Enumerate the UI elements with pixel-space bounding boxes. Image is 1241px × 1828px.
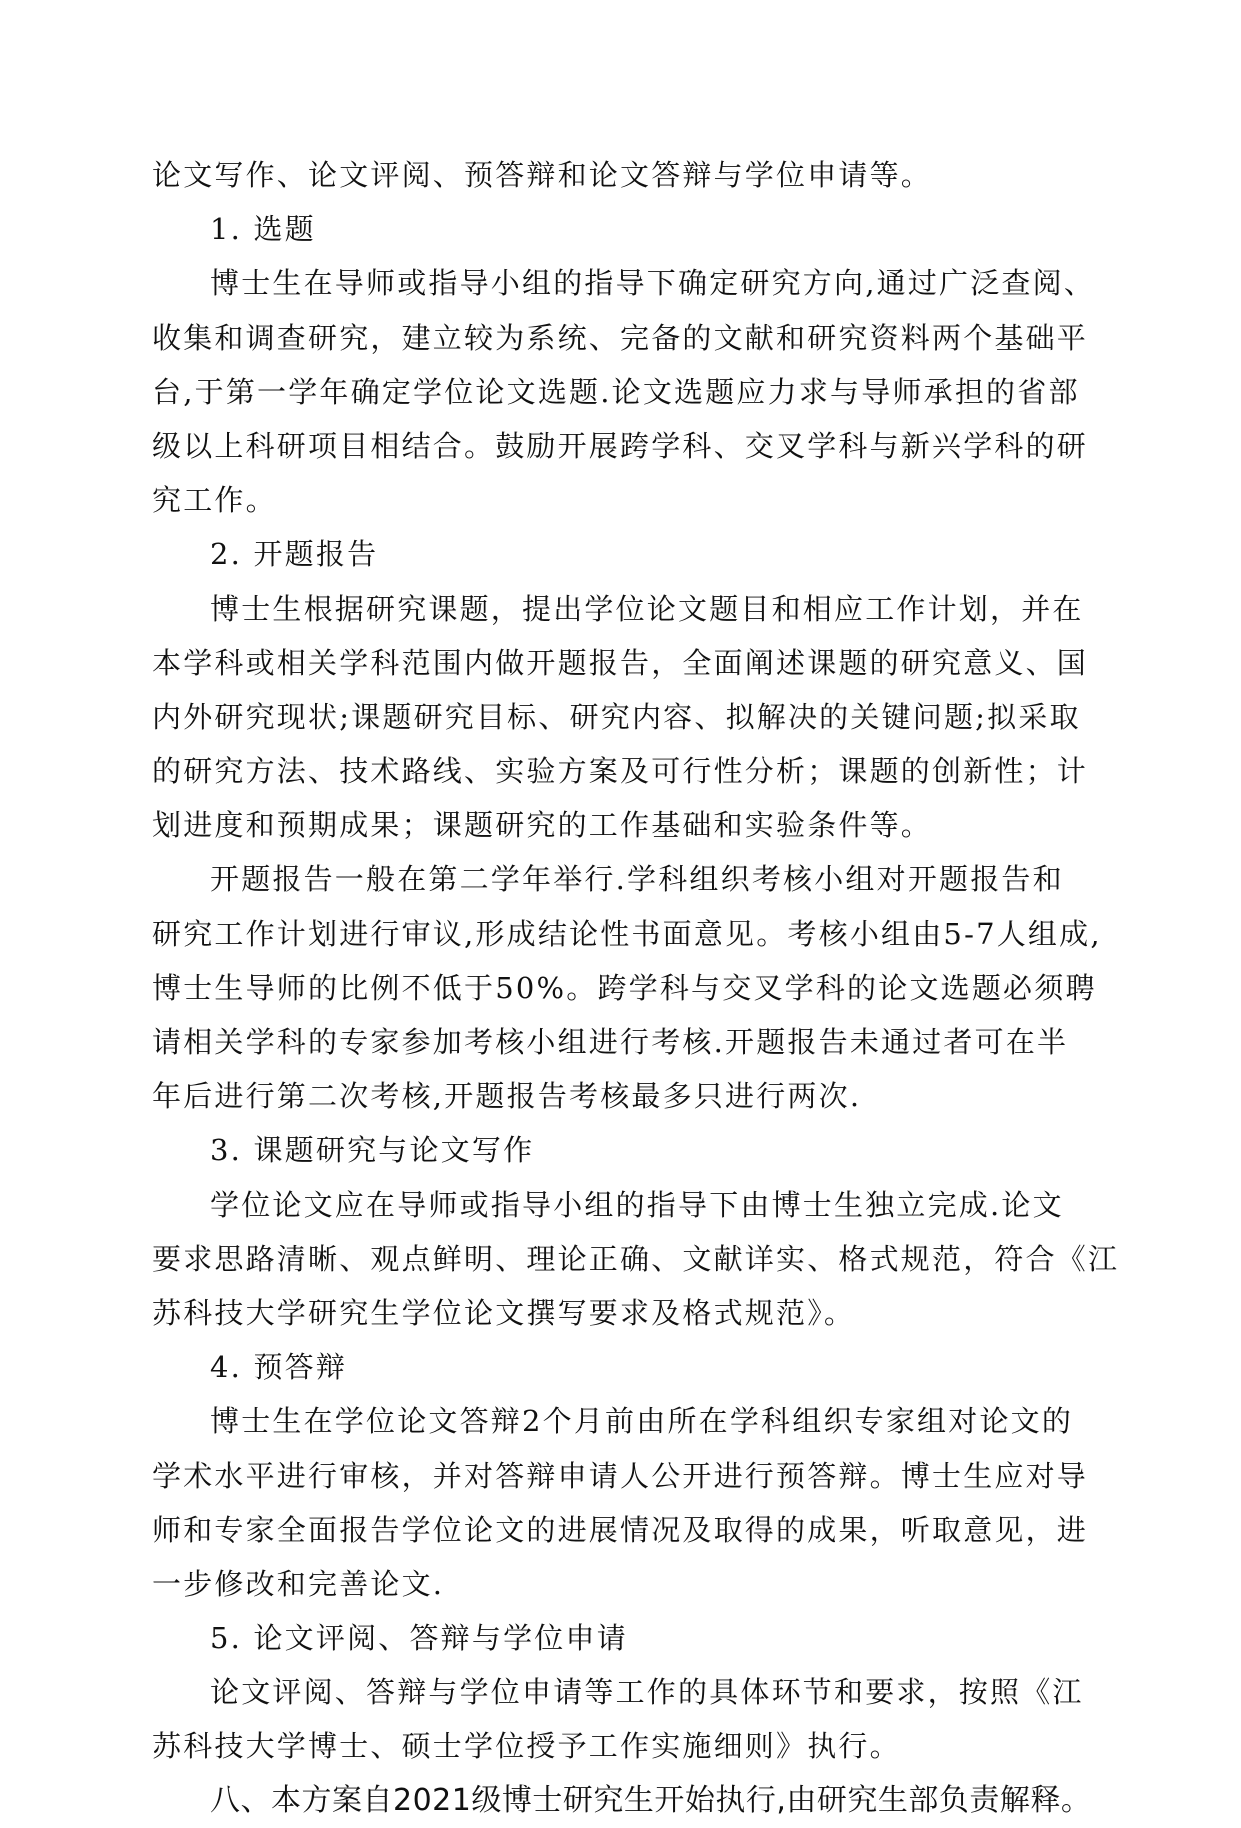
paragraph-line: 本学科或相关学科范围内做开题报告，全面阐述课题的研究意义、国 [152,645,1089,680]
paragraph-line: 学术水平进行审核，并对答辩申请人公开进行预答辩。博士生应对导 [152,1458,1089,1493]
paragraph-line: 划进度和预期成果；课题研究的工作基础和实验条件等。 [152,808,933,843]
paragraph-line: 一步修改和完善论文. [152,1566,445,1601]
paragraph-line: 博士生根据研究课题，提出学位论文题目和相应工作计划，并在 [210,591,1084,626]
paragraph-line: 学位论文应在导师或指导小组的指导下由博士生独立完成.论文 [210,1187,1064,1222]
paragraph-line: 论文评阅、答辩与学位申请等工作的具体环节和要求，按照《江 [210,1675,1084,1710]
section-heading-2: 2. 开题报告 [210,537,379,572]
paragraph-line: 博士生在导师或指导小组的指导下确定研究方向,通过广泛查阅、 [210,266,1096,301]
paragraph-line: 苏科技大学研究生学位论文撰写要求及格式规范》。 [152,1295,856,1330]
paragraph-line: 研究工作计划进行审议,形成结论性书面意见。考核小组由5-7人组成, [152,916,1102,951]
paragraph-continuation: 论文写作、论文评阅、预答辩和论文答辩与学位申请等。 [152,158,933,192]
section-heading-1: 1. 选题 [210,212,316,247]
paragraph-line: 博士生导师的比例不低于50%。跨学科与交叉学科的论文选题必须聘 [152,970,1097,1005]
paragraph-line: 台,于第一学年确定学位论文选题.论文选题应力求与导师承担的省部 [152,374,1080,409]
document-body [152,148,1120,1828]
paragraph-line: 要求思路清晰、观点鲜明、理论正确、文献详实、格式规范，符合《江 [152,1241,1120,1276]
paragraph-line: 师和专家全面报告学位论文的进展情况及取得的成果，听取意见，进 [152,1512,1089,1547]
paragraph-line: 请相关学科的专家参加考核小组进行考核.开题报告未通过者可在半 [152,1025,1069,1059]
paragraph-line: 年后进行第二次考核,开题报告考核最多只进行两次. [152,1079,862,1114]
paragraph-line: 内外研究现状;课题研究目标、研究内容、拟解决的关键问题;拟采取 [152,699,1081,734]
section-heading-3: 3. 课题研究与论文写作 [210,1133,535,1168]
paragraph-line: 苏科技大学博士、硕士学位授予工作实施细则》执行。 [152,1729,901,1764]
paragraph-line: 开题报告一般在第二学年举行.学科组织考核小组对开题报告和 [210,862,1064,897]
paragraph-line: 究工作。 [152,483,277,518]
paragraph-line: 收集和调查研究，建立较为系统、完备的文献和研究资料两个基础平 [152,320,1089,355]
final-clause: 八、本方案自2021级博士研究生开始执行,由研究生部负责解释。 [210,1782,1092,1818]
paragraph-line: 级以上科研项目相结合。鼓励开展跨学科、交叉学科与新兴学科的研 [152,428,1089,463]
paragraph-line: 博士生在学位论文答辩2个月前由所在学科组织专家组对论文的 [210,1404,1074,1439]
section-heading-5: 5. 论文评阅、答辩与学位申请 [210,1621,628,1656]
section-heading-4: 4. 预答辩 [210,1350,348,1385]
paragraph-line: 的研究方法、技术路线、实验方案及可行性分析；课题的创新性；计 [152,754,1089,789]
